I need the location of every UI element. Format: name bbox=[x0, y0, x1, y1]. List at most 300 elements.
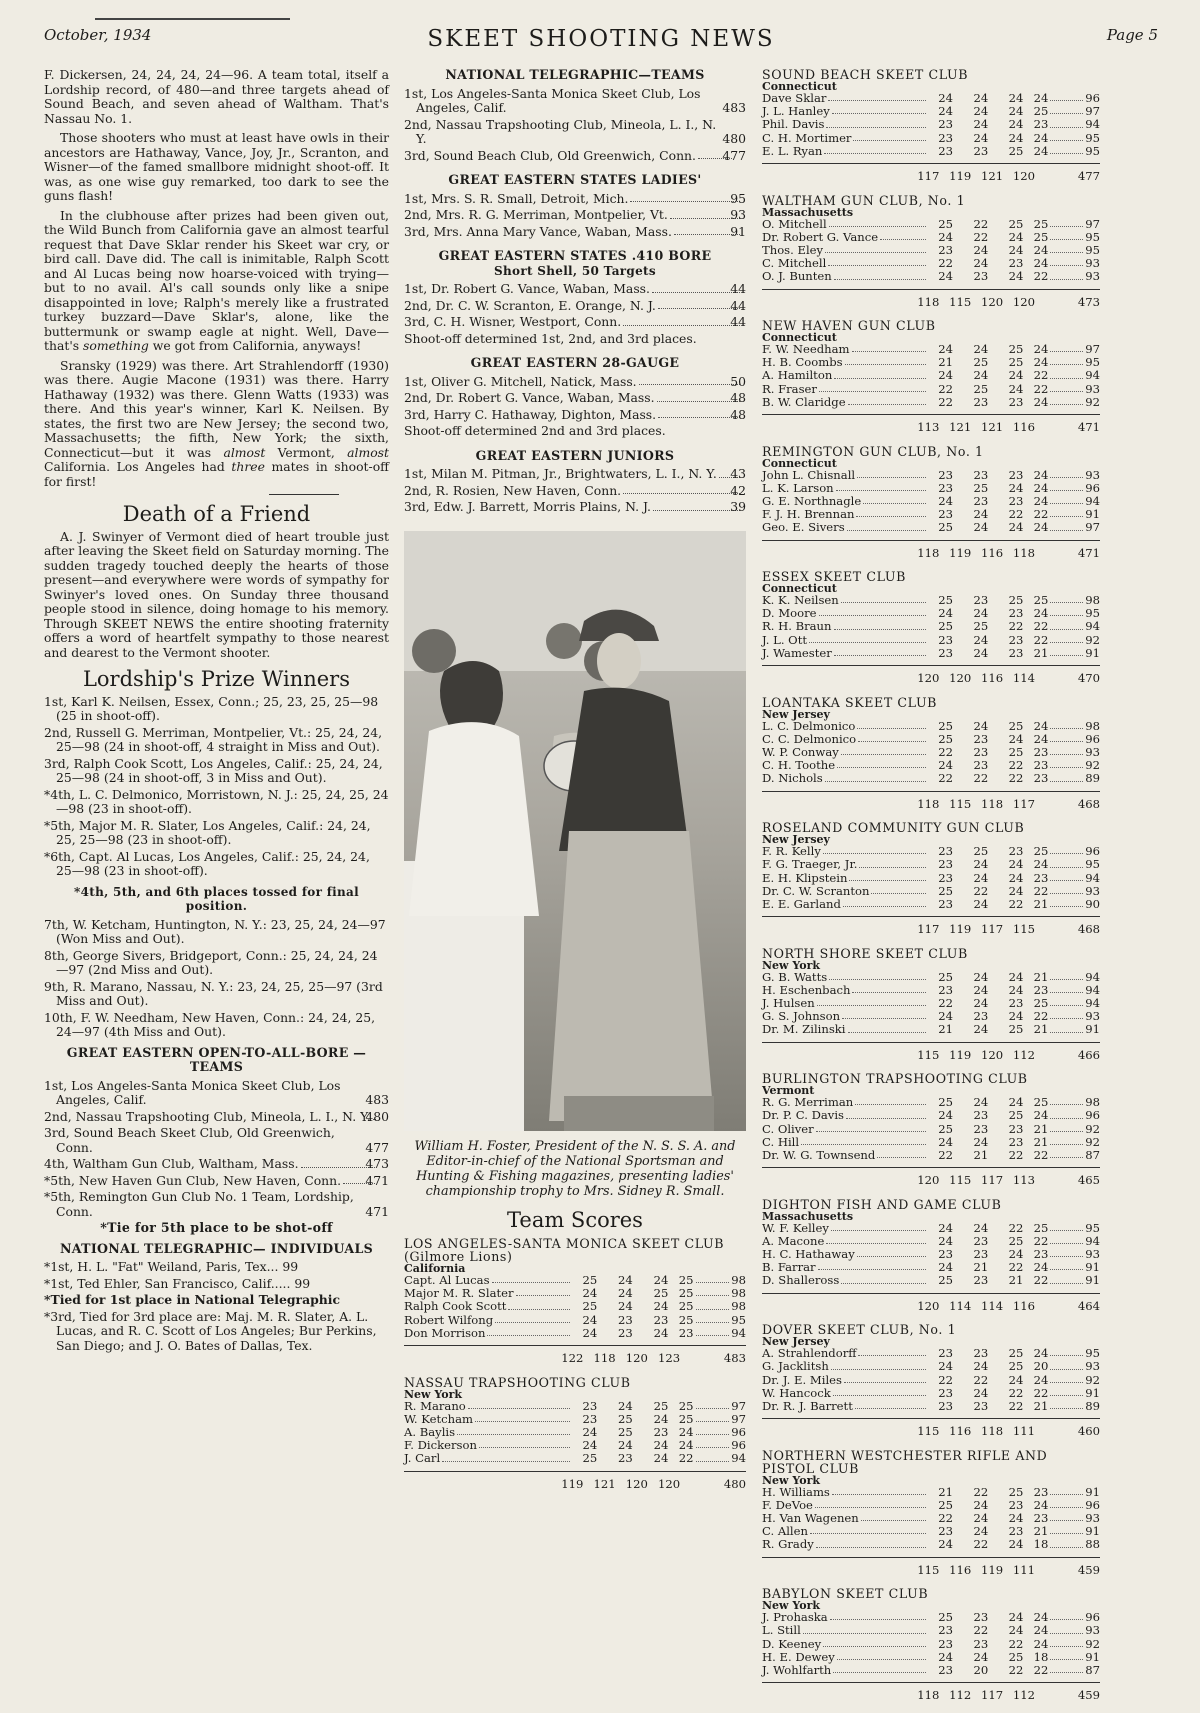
round-total: 120 bbox=[625, 1476, 648, 1491]
dot-leader bbox=[457, 1426, 570, 1435]
page-number: Page 5 bbox=[1106, 26, 1158, 44]
team-name: ESSEX SKEET CLUB bbox=[762, 569, 906, 585]
shooter-total: 95 bbox=[1085, 606, 1100, 621]
spacer bbox=[762, 1563, 912, 1578]
last-round bbox=[679, 1400, 746, 1413]
dot-leader bbox=[828, 257, 926, 266]
last-round bbox=[1034, 772, 1100, 785]
round-total: 117 bbox=[1012, 796, 1035, 811]
round-score: 24 bbox=[1008, 1372, 1024, 1387]
spacer bbox=[762, 797, 912, 812]
dot-leader bbox=[696, 1400, 730, 1409]
dot-leader bbox=[1050, 1010, 1083, 1019]
entry-value: 44 bbox=[730, 281, 746, 296]
round-total: 116 bbox=[1012, 1298, 1035, 1313]
team-state: New York bbox=[762, 1473, 821, 1487]
shooter-text: L. Still bbox=[762, 1623, 801, 1638]
entry-text: 2nd, Nassau Trapshooting Club, Mineola, L. I., N. Y. bbox=[404, 116, 717, 146]
entry-text: 3rd, Edw. J. Barrett, Morris Plains, N. J. bbox=[404, 499, 651, 514]
round-total: 112 bbox=[1012, 1688, 1035, 1703]
round-score: 23 bbox=[973, 1346, 989, 1361]
dot-leader bbox=[1050, 1374, 1083, 1383]
round-score: 21 bbox=[1033, 1121, 1049, 1136]
team-block bbox=[762, 1072, 1100, 1188]
round-total: 119 bbox=[949, 1047, 972, 1062]
shooter-total: 98 bbox=[731, 1273, 746, 1287]
round-score: 24 bbox=[938, 342, 954, 357]
shooter-text: D. Shalleross bbox=[762, 1273, 840, 1288]
shooter-text: L. K. Larson bbox=[762, 480, 834, 495]
team-state: California bbox=[404, 1262, 466, 1275]
round-score: 25 bbox=[582, 1451, 598, 1466]
dot-leader bbox=[1050, 1360, 1083, 1369]
round-score: 25 bbox=[1033, 229, 1049, 244]
dot-leader bbox=[857, 720, 926, 729]
round-total: 116 bbox=[949, 1424, 972, 1439]
dot-leader bbox=[1050, 885, 1083, 894]
score-row bbox=[762, 1123, 1100, 1136]
dot-leader bbox=[1050, 1651, 1083, 1660]
shooter-text: C. C. Delmonico bbox=[762, 731, 857, 746]
team-total-row bbox=[762, 1293, 1100, 1314]
dot-leader bbox=[824, 145, 926, 154]
shooter-name bbox=[762, 858, 928, 871]
dot-leader bbox=[495, 1314, 570, 1323]
round-score: 22 bbox=[1008, 1385, 1024, 1400]
shooter-total: 92 bbox=[1085, 758, 1100, 773]
team-state: New York bbox=[762, 958, 821, 972]
round-score: 25 bbox=[1008, 1346, 1024, 1361]
dot-leader bbox=[657, 401, 741, 402]
list-item bbox=[404, 208, 746, 223]
round-score: 24 bbox=[1008, 1095, 1024, 1110]
round-total: 121 bbox=[949, 420, 972, 435]
shooter-name bbox=[762, 118, 928, 131]
shooter-text: A. Strahlendorff bbox=[762, 1346, 857, 1361]
team-total: 473 bbox=[1077, 294, 1101, 309]
dot-leader bbox=[871, 885, 926, 894]
shooter-name bbox=[762, 145, 928, 158]
round-score: 22 bbox=[1008, 758, 1024, 773]
list-item bbox=[44, 1079, 389, 1108]
list-item bbox=[404, 408, 746, 423]
dot-leader bbox=[1050, 984, 1083, 993]
round-score: 22 bbox=[938, 1372, 954, 1387]
team-state: New York bbox=[762, 1599, 821, 1613]
round-score: 23 bbox=[973, 758, 989, 773]
round-score: 24 bbox=[973, 1649, 989, 1664]
dot-leader bbox=[828, 92, 926, 101]
round-score: 24 bbox=[938, 229, 954, 244]
dot-leader bbox=[832, 1486, 926, 1495]
shooter-total: 98 bbox=[1085, 593, 1100, 608]
score-row bbox=[762, 858, 1100, 871]
round-score: 23 bbox=[618, 1312, 633, 1327]
round-score: 25 bbox=[678, 1299, 694, 1314]
entry-text: 2nd, Dr. C. W. Scranton, E. Orange, N. J. bbox=[404, 297, 656, 313]
team-total: 470 bbox=[1077, 671, 1101, 686]
dot-leader bbox=[1050, 231, 1083, 240]
shooter-text: J. L. Ott bbox=[762, 632, 808, 647]
dot-leader bbox=[1050, 634, 1083, 643]
team-scores bbox=[762, 68, 1100, 1703]
team-total-row bbox=[762, 1167, 1100, 1188]
round-score: 25 bbox=[1033, 216, 1049, 231]
score-row bbox=[762, 218, 1100, 231]
team-block bbox=[762, 1198, 1100, 1314]
entry-text: 2nd, Mrs. R. G. Merriman, Montpelier, Vt. bbox=[404, 207, 668, 222]
score-row bbox=[762, 369, 1100, 382]
round-score: 24 bbox=[973, 104, 989, 119]
dot-leader bbox=[1050, 1023, 1083, 1032]
score-row bbox=[762, 720, 1100, 733]
round-score: 23 bbox=[653, 1312, 669, 1327]
shooter-text: C. Oliver bbox=[762, 1121, 814, 1136]
team-block bbox=[762, 1323, 1100, 1439]
round-score: 24 bbox=[938, 1260, 954, 1275]
shooter-text: J. Wamester bbox=[762, 645, 832, 660]
last-round bbox=[1034, 482, 1100, 495]
dot-leader bbox=[848, 1023, 927, 1032]
list-item: 1st, Karl K. Neilsen, Essex, Conn.; 25, 23, 25, 25—98 (25 in shoot-off). bbox=[44, 693, 379, 723]
round-score: 24 bbox=[973, 1497, 989, 1512]
dot-leader bbox=[823, 1638, 926, 1647]
team-name: BABYLON SKEET CLUB bbox=[762, 1586, 929, 1602]
round-score: 24 bbox=[938, 91, 954, 105]
last-round bbox=[1034, 145, 1100, 158]
round-score: 24 bbox=[678, 1424, 694, 1439]
round-score: 18 bbox=[1033, 1649, 1049, 1664]
dot-leader bbox=[1050, 270, 1083, 279]
dot-leader bbox=[831, 1360, 926, 1369]
round-score: 23 bbox=[938, 1524, 954, 1539]
entry-value: 473 bbox=[365, 1156, 389, 1171]
spacer bbox=[762, 922, 912, 937]
score-row bbox=[762, 1374, 1100, 1387]
shooter-text: H. Eschenbach bbox=[762, 982, 851, 997]
dot-leader bbox=[1050, 607, 1083, 616]
shooter-name bbox=[762, 772, 928, 785]
shooter-total: 92 bbox=[1085, 632, 1100, 647]
round-score: 24 bbox=[973, 1095, 989, 1110]
dot-leader bbox=[696, 1452, 730, 1461]
dot-leader bbox=[639, 384, 741, 385]
score-row bbox=[762, 1538, 1100, 1551]
round-score: 24 bbox=[973, 1359, 989, 1374]
round-score: 25 bbox=[1008, 355, 1024, 370]
score-row bbox=[762, 1387, 1100, 1400]
round-total: 120 bbox=[625, 1351, 648, 1366]
shooter-text: C. H. Toothe bbox=[762, 758, 836, 773]
shooter-total: 94 bbox=[1085, 368, 1100, 383]
entry-text: 3rd, Sound Beach Club, Old Greenwich, Conn. bbox=[404, 147, 696, 163]
note: Shoot-off determined 2nd and 3rd places. bbox=[404, 423, 666, 438]
round-score: 23 bbox=[938, 130, 954, 145]
shooter-text: Dr. C. W. Scranton bbox=[762, 883, 870, 898]
round-score: 24 bbox=[1033, 256, 1049, 271]
list-item bbox=[44, 1157, 389, 1172]
list-item bbox=[404, 391, 746, 406]
dot-leader bbox=[847, 521, 926, 530]
round-score: 22 bbox=[973, 771, 989, 786]
round-score: 25 bbox=[938, 1121, 954, 1136]
entry-value: 483 bbox=[365, 1092, 389, 1107]
round-score: 24 bbox=[1033, 467, 1049, 482]
shooter-text: Phil. Davis bbox=[762, 117, 825, 132]
team-state: Massachusetts bbox=[762, 205, 854, 219]
spacer bbox=[762, 1173, 912, 1188]
team-state: Vermont bbox=[762, 1084, 815, 1098]
list-item bbox=[404, 282, 746, 297]
dot-leader bbox=[1050, 521, 1083, 530]
round-score: 24 bbox=[973, 1022, 989, 1037]
team-total: 465 bbox=[1077, 1173, 1101, 1188]
dot-leader bbox=[833, 1664, 926, 1673]
round-score: 25 bbox=[678, 1398, 694, 1413]
shooter-total: 96 bbox=[1085, 1108, 1100, 1123]
team-name: DOVER SKEET CLUB, No. 1 bbox=[762, 1322, 957, 1338]
dot-leader bbox=[1050, 746, 1083, 755]
column-3 bbox=[762, 68, 1100, 1713]
score-row bbox=[762, 620, 1100, 633]
shooter-name bbox=[762, 720, 928, 733]
round-score: 25 bbox=[938, 1095, 954, 1110]
shooter-text: W. Ketcham bbox=[404, 1411, 473, 1426]
score-row bbox=[762, 383, 1100, 396]
subheading: NATIONAL TELEGRAPHIC— INDIVIDUALS bbox=[59, 1240, 374, 1256]
paragraph: Sransky (1929) was there. Art Strahlendorff (1930) was there. Augie Macone (1931) was there. Harry Hathaway (1932) was there. Glenn Watts (1933) was there. And this year's winner, Karl K. Neilsen. By states, the first two are New Jersey; the second two, Massachusetts; the fifth, New York; the sixth, Connecticut—but it was almost Vermont, almost California. Los Angeles had three mates in shoot-off for first! bbox=[44, 357, 389, 489]
round-score: 21 bbox=[1033, 896, 1049, 911]
shooter-total: 94 bbox=[1085, 1233, 1100, 1248]
team-total: 480 bbox=[723, 1476, 747, 1491]
dot-leader bbox=[1050, 343, 1083, 352]
round-score: 24 bbox=[973, 606, 989, 621]
team-total-row bbox=[762, 163, 1100, 184]
shooter-name bbox=[762, 620, 928, 633]
shooter-name bbox=[762, 1222, 928, 1235]
round-score: 25 bbox=[1008, 1484, 1024, 1499]
dot-leader bbox=[861, 1512, 926, 1521]
dot-leader bbox=[696, 1274, 730, 1283]
round-score: 25 bbox=[938, 520, 954, 535]
shooter-name bbox=[762, 1149, 928, 1162]
list-item: 7th, W. Ketcham, Huntington, N. Y.: 23, 25, 24, 24—97 (Won Miss and Out). bbox=[44, 916, 386, 946]
spacer bbox=[762, 169, 912, 184]
round-score: 25 bbox=[618, 1411, 633, 1426]
entry-value: 91 bbox=[730, 223, 746, 239]
dot-leader bbox=[817, 997, 926, 1006]
dot-leader bbox=[834, 270, 926, 279]
dot-leader bbox=[1050, 356, 1083, 365]
round-score: 25 bbox=[973, 480, 989, 495]
round-total: 115 bbox=[949, 796, 972, 811]
round-score: 23 bbox=[973, 593, 989, 608]
spacer bbox=[762, 1048, 912, 1063]
score-row bbox=[404, 1300, 746, 1313]
shooter-total: 95 bbox=[731, 1312, 746, 1327]
round-score: 25 bbox=[938, 731, 954, 746]
shooter-total: 93 bbox=[1085, 467, 1100, 482]
dot-leader bbox=[1050, 482, 1083, 491]
list-item: 2nd, Russell G. Merriman, Montpelier, Vt.: 25, 24, 24, 25—98 (24 in shoot-off, 4 straight in Miss and Out). bbox=[44, 724, 383, 754]
round-score: 23 bbox=[1008, 606, 1024, 621]
score-row bbox=[762, 231, 1100, 244]
round-score: 25 bbox=[938, 883, 954, 898]
score-row bbox=[762, 1638, 1100, 1651]
list-item: 3rd, Ralph Cook Scott, Los Angeles, Calif.: 25, 24, 24, 25—98 (24 in shoot-off, 3 in Miss and Out). bbox=[44, 755, 383, 785]
dot-leader bbox=[1050, 971, 1083, 980]
round-score: 24 bbox=[1033, 606, 1049, 621]
round-score: 24 bbox=[973, 242, 989, 257]
round-score: 24 bbox=[1033, 91, 1049, 105]
round-score: 22 bbox=[1033, 1009, 1049, 1024]
shooter-total: 95 bbox=[1085, 143, 1100, 158]
round-score: 25 bbox=[1033, 996, 1049, 1011]
dot-leader bbox=[1050, 620, 1083, 629]
shooter-name bbox=[762, 647, 928, 660]
shooter-text: R. Fraser bbox=[762, 381, 817, 396]
round-score: 23 bbox=[973, 744, 989, 759]
dot-leader bbox=[859, 858, 926, 867]
round-total: 117 bbox=[981, 1688, 1004, 1703]
round-score: 24 bbox=[973, 1524, 989, 1539]
round-score: 22 bbox=[1008, 1147, 1024, 1162]
shooter-text: R. Grady bbox=[762, 1537, 814, 1552]
dot-leader bbox=[1050, 1525, 1083, 1534]
shooter-name bbox=[404, 1327, 572, 1340]
round-score: 24 bbox=[1033, 1610, 1049, 1625]
round-score: 21 bbox=[1033, 1524, 1049, 1539]
round-score: 23 bbox=[973, 731, 989, 746]
round-score: 23 bbox=[582, 1398, 598, 1413]
round-score: 22 bbox=[1033, 1233, 1049, 1248]
last-round bbox=[1034, 1400, 1100, 1413]
score-row bbox=[762, 132, 1100, 145]
shooter-text: K. K. Neilsen bbox=[762, 593, 839, 608]
shooter-name bbox=[404, 1314, 572, 1327]
last-round bbox=[1034, 469, 1100, 482]
last-round bbox=[1034, 720, 1100, 733]
team-total: 471 bbox=[1077, 545, 1101, 560]
round-score: 25 bbox=[1008, 1022, 1024, 1037]
round-score: 23 bbox=[973, 143, 989, 158]
dot-leader bbox=[829, 971, 926, 980]
round-score: 24 bbox=[973, 1220, 989, 1235]
shooter-text: B. W. Claridge bbox=[762, 394, 846, 409]
last-round bbox=[1034, 270, 1100, 283]
round-score: 23 bbox=[973, 1398, 989, 1413]
round-score: 22 bbox=[1033, 269, 1049, 284]
round-total: 120 bbox=[981, 1047, 1004, 1062]
column-1 bbox=[44, 68, 389, 1355]
round-score: 22 bbox=[1033, 1663, 1049, 1677]
round-score: 23 bbox=[973, 1108, 989, 1123]
entry-value: 477 bbox=[365, 1139, 389, 1155]
shooter-name bbox=[762, 634, 928, 647]
score-row bbox=[762, 118, 1100, 131]
dot-leader bbox=[1050, 1248, 1083, 1257]
shooter-text: Capt. Al Lucas bbox=[404, 1273, 490, 1287]
round-score: 25 bbox=[678, 1312, 694, 1327]
shooter-name bbox=[762, 885, 928, 898]
team-total-row bbox=[762, 1682, 1100, 1703]
dot-leader bbox=[468, 1400, 570, 1409]
list-item bbox=[44, 1110, 389, 1125]
shooter-total: 91 bbox=[1085, 1022, 1100, 1037]
entry-text: 1st, Los Angeles-Santa Monica Skeet Club, Los Angeles, Calif. bbox=[404, 85, 701, 115]
shooter-text: Ralph Cook Scott bbox=[404, 1299, 507, 1314]
score-row bbox=[762, 145, 1100, 158]
results-list bbox=[404, 375, 746, 423]
shooter-text: F. G. Traeger, Jr. bbox=[762, 857, 858, 872]
spacer bbox=[762, 295, 912, 310]
shooter-name bbox=[762, 1274, 928, 1287]
round-score: 25 bbox=[582, 1273, 598, 1287]
round-score: 22 bbox=[1008, 1260, 1024, 1275]
round-score: 25 bbox=[973, 381, 989, 396]
shooter-text: R. H. Braun bbox=[762, 619, 832, 634]
round-score: 25 bbox=[938, 619, 954, 634]
dot-leader bbox=[1050, 257, 1083, 266]
round-score: 23 bbox=[1008, 394, 1024, 409]
round-total: 119 bbox=[561, 1476, 584, 1491]
list-item bbox=[404, 192, 746, 207]
list-item: *4th, L. C. Delmonico, Morristown, N. J.: 25, 24, 25, 24—98 (23 in shoot-off). bbox=[44, 786, 389, 816]
last-round bbox=[1034, 1387, 1100, 1400]
round-score: 22 bbox=[1033, 619, 1049, 634]
team-total: 459 bbox=[1077, 1688, 1101, 1703]
dot-leader bbox=[816, 1123, 926, 1132]
dot-leader bbox=[848, 396, 926, 405]
round-score: 22 bbox=[1033, 632, 1049, 647]
round-score: 24 bbox=[973, 130, 989, 145]
shooter-total: 97 bbox=[731, 1411, 746, 1426]
round-score: 24 bbox=[1033, 1372, 1049, 1387]
dot-leader bbox=[836, 482, 926, 491]
round-score: 23 bbox=[618, 1325, 633, 1340]
photo-illustration bbox=[404, 531, 746, 1131]
last-round bbox=[1034, 1136, 1100, 1149]
round-total: 121 bbox=[593, 1476, 616, 1491]
round-score: 25 bbox=[653, 1286, 669, 1301]
round-score: 24 bbox=[1008, 1537, 1024, 1552]
dot-leader bbox=[863, 495, 926, 504]
dot-leader bbox=[696, 1426, 730, 1435]
entry-value: 471 bbox=[365, 1203, 389, 1219]
shooter-text: F. J. H. Brennan bbox=[762, 507, 855, 522]
round-score: 21 bbox=[1033, 1134, 1049, 1149]
round-score: 24 bbox=[938, 758, 954, 773]
round-score: 22 bbox=[973, 229, 989, 244]
round-score: 24 bbox=[1008, 1511, 1024, 1526]
shooter-total: 96 bbox=[1085, 480, 1100, 495]
round-score: 23 bbox=[1008, 645, 1024, 660]
round-total: 115 bbox=[949, 294, 972, 309]
team-name: NEW HAVEN GUN CLUB bbox=[762, 318, 936, 334]
list-item bbox=[404, 467, 746, 482]
round-score: 23 bbox=[938, 507, 954, 522]
shooter-text: Dr. M. Zilinski bbox=[762, 1022, 846, 1037]
list-item bbox=[404, 87, 746, 116]
shooter-text: O. Mitchell bbox=[762, 216, 827, 231]
shooter-name bbox=[404, 1452, 572, 1465]
team-name: BURLINGTON TRAPSHOOTING CLUB bbox=[762, 1071, 1028, 1087]
score-row bbox=[404, 1314, 746, 1327]
round-score: 20 bbox=[973, 1663, 989, 1677]
score-row bbox=[762, 1360, 1100, 1373]
list-item bbox=[44, 1190, 389, 1219]
round-score: 24 bbox=[973, 368, 989, 383]
